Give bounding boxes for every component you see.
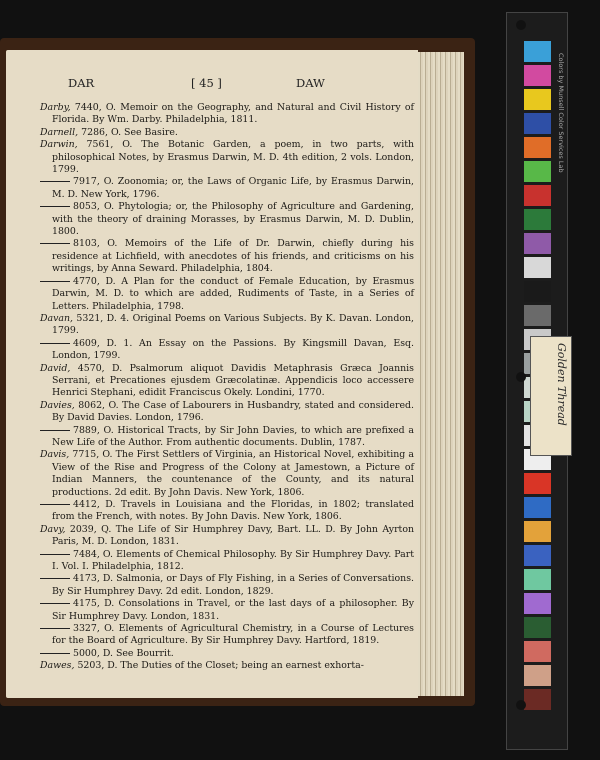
color-swatch	[524, 521, 551, 542]
color-swatch	[524, 185, 551, 206]
golden-thread-tag	[530, 336, 572, 456]
target-hole-bottom	[516, 700, 526, 710]
entry-text: 8062, O. The Case of Labourers in Husbandry, stated and considered. By David Davies. London, 1796.	[52, 399, 414, 424]
ditto-dash	[40, 206, 70, 207]
catalog-entry	[40, 201, 414, 238]
entry-text: 3327, O. Elements of Agricultural Chemistry, in a Course of Lectures for the Board of Agriculture. By Sir Humphrey Davy. Hartford, 1819.	[52, 623, 414, 647]
catalog-entry	[40, 338, 414, 363]
entry-author: Darby,	[40, 102, 71, 113]
ditto-dash	[40, 243, 70, 244]
entry-author: Dawes,	[40, 660, 75, 672]
header-right: DAW	[296, 76, 325, 90]
entry-author: Davan,	[40, 312, 74, 324]
ditto-dash	[40, 603, 70, 604]
entry-author: Davis,	[40, 449, 70, 461]
color-swatch	[524, 641, 551, 662]
color-swatch	[524, 545, 551, 566]
catalog-entry	[40, 400, 414, 425]
color-swatch	[524, 233, 551, 254]
target-label: Colors by Munsell Color Services Lab	[557, 53, 565, 173]
color-swatch	[524, 593, 551, 614]
entry-author: David,	[40, 362, 71, 374]
catalog-entry	[40, 549, 414, 574]
catalog-entry	[40, 102, 414, 127]
catalog-entry	[40, 276, 414, 313]
color-swatch	[524, 257, 551, 278]
ditto-dash	[40, 554, 70, 555]
color-swatch	[524, 65, 551, 86]
entry-author: Davies,	[40, 399, 75, 411]
color-swatch	[524, 281, 551, 302]
catalog-entry	[40, 139, 414, 176]
color-swatch	[524, 305, 551, 326]
entry-text: 7440, O. Memoir on the Geography, and Natural and Civil History of Florida. By Wm. Darby. Philadelphia, 1811.	[52, 102, 414, 126]
entry-text: 2039, Q. The Life of Sir Humphrey Davy, Bart. LL. D. By John Ayrton Paris, M. D. London, 1831.	[52, 523, 415, 548]
entry-text: 7484, O. Elements of Chemical Philosophy. By Sir Humphrey Davy. Part I. Vol. I. Philadelphia, 1812.	[52, 548, 414, 573]
ditto-dash	[40, 578, 70, 579]
color-swatch	[524, 161, 551, 182]
entry-text: 5203, D. The Duties of the Closet; being an earnest exhorta-	[77, 660, 364, 672]
entry-text: 4570, D. Psalmorum aliquot Davidis Metaphrasis Græca Joannis Serrani, et Precationes ejusdem Græcolatinæ. Appendicis loco accessere Henrici Stephani, edidit Franciscus Okely. Londini, 1770.	[52, 362, 414, 399]
color-swatch	[524, 113, 551, 134]
catalog-entry	[40, 573, 414, 598]
color-swatch	[524, 689, 551, 710]
catalog-entry	[40, 425, 414, 450]
catalog-page	[6, 50, 418, 698]
ditto-dash	[40, 281, 70, 282]
catalog-entry	[40, 660, 414, 672]
color-swatch	[524, 569, 551, 590]
color-swatch	[524, 89, 551, 110]
entry-text: 4173, D. Salmonia, or Days of Fly Fishing, in a Series of Conversations. By Sir Humphrey Davy. 2d edit. London, 1829.	[52, 573, 414, 597]
ditto-dash	[40, 430, 70, 431]
color-swatch	[524, 209, 551, 230]
ditto-dash	[40, 343, 70, 344]
color-swatch	[524, 137, 551, 158]
catalog-entry	[40, 363, 414, 400]
entry-text: 4412, D. Travels in Louisiana and the Floridas, in 1802; translated from the French, with notes. By John Davis. New York, 1806.	[52, 499, 414, 523]
entry-text: 5000, D. See Bourrit.	[73, 647, 174, 659]
entry-text: 8053, O. Phytologia; or, the Philosophy of Agriculture and Gardening, with the theory of draining Morasses, by Erasmus Darwin, M. D. Dublin, 1800.	[52, 201, 414, 238]
entry-text: 4609, D. 1. An Essay on the Passions. By Kingsmill Davan, Esq. London, 1799.	[52, 337, 414, 362]
color-swatch	[524, 497, 551, 518]
entry-text: 7715, O. The First Settlers of Virginia, an Historical Novel, exhibiting a View of the Rise and Progress of the Colony at Jamestown, a Picture of Indian Manners, the countenance of the County, and its natural productions. 2d edit. By John Davis. New York, 1806.	[52, 449, 414, 498]
catalog-entry	[40, 499, 414, 524]
entry-text: 7917, O. Zoonomia; or, the Laws of Organic Life, by Erasmus Darwin, M. D. New York, 1796.	[52, 176, 414, 200]
tag-label: Golden Thread	[555, 343, 568, 426]
catalog-entry	[40, 238, 414, 275]
catalog-entry	[40, 648, 414, 660]
ditto-dash	[40, 181, 70, 182]
catalog-entry	[40, 524, 414, 549]
catalog-entry	[40, 598, 414, 623]
catalog-entry	[40, 449, 414, 499]
entry-text: 8103, O. Memoirs of the Life of Dr. Darwin, chiefly during his residence at Lichfield, with anecdotes of his friends, and criticisms on his writings, by Anna Seward. Philadelphia, 1804.	[52, 238, 414, 275]
entry-author: Darnell,	[40, 126, 79, 138]
target-hole-middle	[516, 372, 526, 382]
entry-text: 7889, O. Historical Tracts, by Sir John Davies, to which are prefixed a New Life of the Author. From authentic documents. Dublin, 1787.	[52, 424, 414, 448]
catalog-entries	[40, 102, 414, 673]
entry-text: 7286, O. See Basire.	[81, 126, 178, 138]
color-swatch	[524, 617, 551, 638]
color-swatch	[524, 665, 551, 686]
color-swatch	[524, 473, 551, 494]
catalog-entry	[40, 127, 414, 139]
catalog-entry	[40, 313, 414, 338]
header-left: DAR	[68, 76, 95, 90]
entry-text: 5321, D. 4. Original Poems on Various Subjects. By K. Davan. London, 1799.	[52, 312, 414, 337]
entry-text: 4770, D. A Plan for the conduct of Female Education, by Erasmus Darwin, M. D. to which are added, Rudiments of Taste, in a Series of Letters. Philadelphia, 1798.	[52, 275, 414, 312]
running-header	[6, 76, 418, 92]
ditto-dash	[40, 653, 70, 654]
ditto-dash	[40, 628, 70, 629]
catalog-entry	[40, 623, 414, 648]
entry-text: 4175, D. Consolations in Travel, or the last days of a philosopher. By Sir Humphrey Davy. London, 1831.	[52, 598, 414, 622]
catalog-entry	[40, 176, 414, 201]
entry-text: 7561, O. The Botanic Garden, a poem, in two parts, with philosophical Notes, by Erasmus Darwin, M. D. 4th edition, 2 vols. London, 1799.	[52, 139, 415, 176]
target-hole-top	[516, 20, 526, 30]
ditto-dash	[40, 504, 70, 505]
page-edges	[418, 52, 464, 696]
page-number: [ 45 ]	[191, 76, 222, 90]
entry-author: Darwin,	[40, 139, 78, 151]
color-swatch	[524, 41, 551, 62]
entry-author: Davy,	[40, 523, 66, 535]
